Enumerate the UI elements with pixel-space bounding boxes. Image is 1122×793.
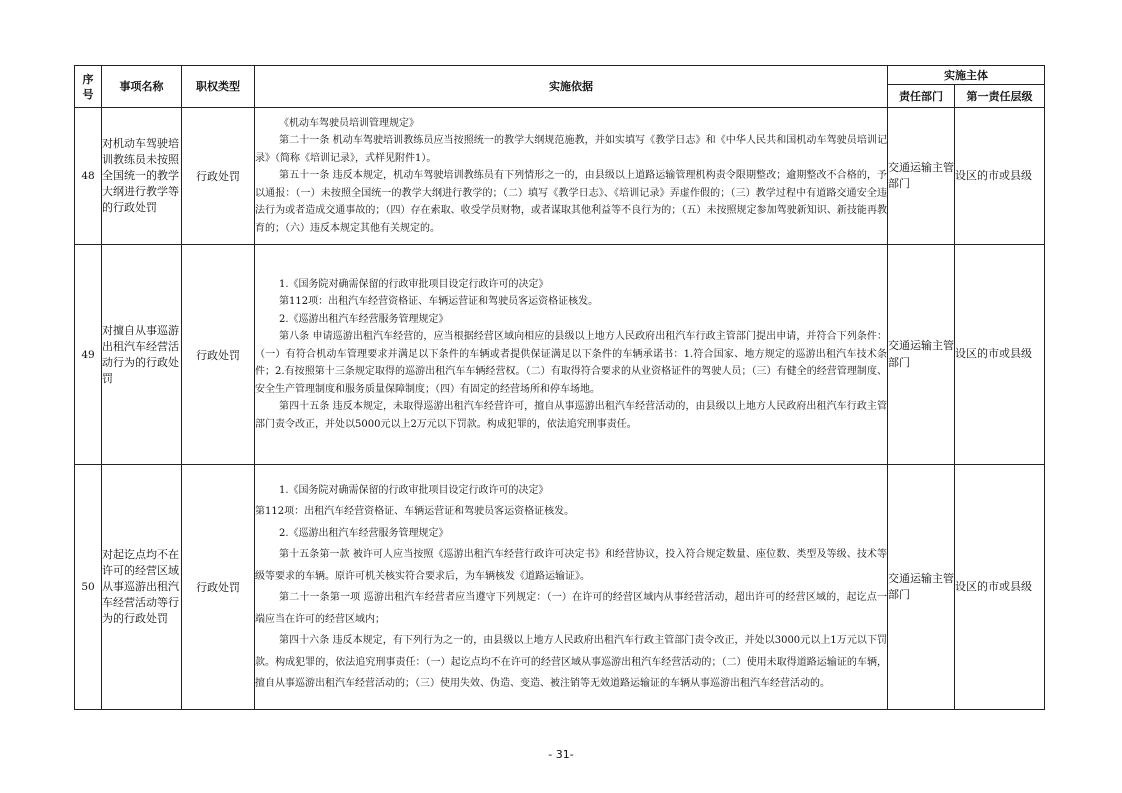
row-level: 设区的市或县级 [955, 108, 1045, 245]
header-seq: 序号 [75, 66, 102, 108]
row-level: 设区的市或县级 [955, 465, 1045, 710]
row-item-name: 对擅自从事巡游出租汽车经营活动行为的行政处罚 [102, 245, 182, 465]
header-subject: 实施主体 [888, 66, 1045, 85]
row-item-name: 对起讫点均不在许可的经营区域从事巡游出租汽车经营活动等行为的行政处罚 [102, 465, 182, 710]
header-basis: 实施依据 [255, 66, 888, 108]
row-seq: 49 [75, 245, 102, 465]
basis-paragraph: 第四十六条 违反本规定，有下列行为之一的，由县级以上地方人民政府出租汽车行政主管部门责令改正，并处以3000元以上1万元以下罚款。构成犯罪的，依法追究刑事责任：（一）起讫点均不在许可的经营区域从事巡游出租汽车经营活动的；（二）使用未取得道路运输证的车辆，擅自从事巡游出租汽车经营活动的；（三）使用失效、伪造、变造、被注销等无效道路运输证的车辆从事巡游出租汽车经营活动的。 [255, 635, 887, 689]
header-power-type: 职权类型 [182, 66, 255, 108]
table-row [75, 108, 1045, 245]
row-level: 设区的市或县级 [955, 245, 1045, 465]
basis-paragraph: 第四十五条 违反本规定，未取得巡游出租汽车经营许可，擅自从事巡游出租汽车经营活动的，由县级以上地方人民政府出租汽车行政主管部门责令改正，并处以5000元以上2万元以下罚款。构成犯罪的，依法追究刑事责任。 [255, 401, 887, 430]
basis-paragraph: 2.《巡游出租汽车经营服务管理规定》 [279, 527, 449, 539]
row-power-type: 行政处罚 [182, 108, 255, 245]
table-row [75, 245, 1045, 465]
basis-paragraph: 1.《国务院对确需保留的行政审批项目设定行政许可的决定》 [279, 278, 549, 290]
enforcement-table [74, 65, 1045, 710]
header-level: 第一责任层级 [955, 85, 1045, 108]
row-item-name: 对机动车驾驶培训教练员未按照全国统一的教学大纲进行教学等的行政处罚 [102, 108, 182, 245]
basis-paragraph: 第112项：出租汽车经营资格证、车辆运营证和驾驶员客运资格证核发。 [255, 506, 575, 517]
basis-paragraph: 第五十一条 违反本规定，机动车驾驶培训教练员有下列情形之一的，由县级以上道路运输管理机构责令限期整改；逾期整改不合格的，予以通报：（一）未按照全国统一的教学大纲进行教学的；（二）填写《教学日志》、《培训记录》弄虚作假的；（三）教学过程中有道路交通安全违法行为或者造成交通事故的；（四）存在索取、收受学员财物，或者谋取其他利益等不良行为的；（五）未按照规定参加驾驶新知识、新技能再教育的；（六）违反本规定其他有关规定的。 [255, 170, 887, 234]
row-dept: 交通运输主管部门 [888, 245, 955, 465]
row-dept: 交通运输主管部门 [888, 465, 955, 710]
row-basis [255, 245, 888, 465]
row-basis [255, 465, 888, 710]
basis-paragraph: 第十五条第一款 被许可人应当按照《巡游出租汽车经营行政许可决定书》和经营协议，投入符合规定数量、座位数、类型及等级、技术等级等要求的车辆。原许可机关核实符合要求后，为车辆核发《道路运输证》。 [255, 549, 887, 582]
row-power-type: 行政处罚 [182, 245, 255, 465]
basis-paragraph: 《机动车驾驶员培训管理规定》 [279, 117, 419, 129]
basis-paragraph: 1.《国务院对确需保留的行政审批项目设定行政许可的决定》 [279, 484, 549, 496]
row-dept: 交通运输主管部门 [888, 108, 955, 245]
basis-paragraph: 第112项：出租汽车经营资格证、车辆运营证和驾驶员客运资格证核发。 [279, 296, 599, 308]
header-dept: 责任部门 [888, 85, 955, 108]
basis-paragraph: 第二十一条 机动车驾驶培训教练员应当按照统一的教学大纲规范施教，并如实填写《教学日志》和《中华人民共和国机动车驾驶员培训记录》（简称《培训记录》，式样见附件1）。 [255, 135, 887, 164]
page-number: - 31- [548, 748, 574, 761]
row-seq: 50 [75, 465, 102, 710]
basis-paragraph: 2.《巡游出租汽车经营服务管理规定》 [279, 313, 449, 325]
basis-paragraph: 第二十一条第一项 巡游出租汽车经营者应当遵守下列规定：（一）在许可的经营区域内从事经营活动，超出许可的经营区域的，起讫点一端应当在许可的经营区域内； [255, 592, 887, 625]
row-power-type: 行政处罚 [182, 465, 255, 710]
table-row [75, 465, 1045, 710]
basis-paragraph: 第八条 申请巡游出租汽车经营的，应当根据经营区域向相应的县级以上地方人民政府出租汽车行政主管部门提出申请，并符合下列条件：（一）有符合机动车管理要求并满足以下条件的车辆或者提供保证满足以下条件的车辆承诺书：1.符合国家、地方规定的巡游出租汽车技术条件；2.有按照第十三条规定取得的巡游出租汽车车辆经营权。（二）有取得符合要求的从业资格证件的驾驶人员；（三）有健全的经营管理制度、安全生产管理制度和服务质量保障制度；（四）有固定的经营场所和停车场地。 [255, 331, 887, 395]
header-item-name: 事项名称 [102, 66, 182, 108]
row-seq: 48 [75, 108, 102, 245]
row-basis [255, 108, 888, 245]
